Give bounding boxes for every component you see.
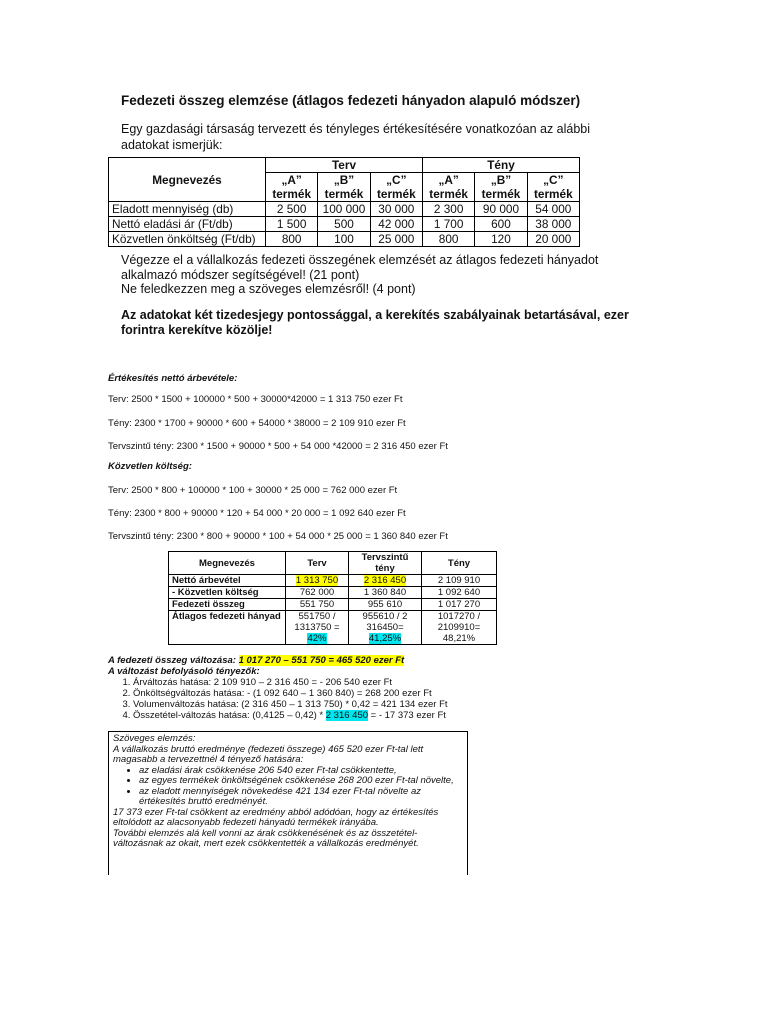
product-header: „C” termék [527,173,579,202]
table-cell [422,611,497,645]
list-item: 1. Árváltozás hatása: 2 109 910 – 2 316 450 = - 206 540 ezer Ft [133,677,448,688]
analysis-paragraph: A vállalkozás bruttó eredménye (fedezeti összege) 465 520 ezer Ft-tal lett magasabb a tervezettnél 4 tényező hatására: [113,743,424,765]
table-cell: 800 [266,232,318,247]
factors-list [119,677,448,721]
table-cell: 2 300 [422,202,474,217]
list-item: • az eladott mennyiségek növekedése 421 134 ezer Ft-tal növelte az értékesítés bruttó eredményét. [139,787,463,808]
table-cell: 1 092 640 [422,587,497,599]
row-label: Eladott mennyiség (db) [109,202,266,217]
table-cell: 54 000 [527,202,579,217]
product-header: „A” termék [422,173,474,202]
change-section [108,655,404,677]
result-table [168,551,497,645]
table-cell: 20 000 [527,232,579,247]
table-row [169,575,497,587]
table-row [109,217,580,232]
table-row [169,587,497,599]
analysis-paragraph: További elemzés alá kell vonni az árak csökkenésének és az összetétel-változásnak az okait, mert ezek csökkentették a vállalkozás eredményét. [113,827,419,849]
table-cell: 1 500 [266,217,318,232]
row-label: Közvetlen önköltség (Ft/db) [109,232,266,247]
list-item: • az eladási árak csökkenése 206 540 ezer Ft-tal csökkentette, [139,766,463,777]
table-row [109,232,580,247]
col-header: Terv [286,552,349,575]
cost-plan-level: Tervszintű tény: 2300 * 800 + 90000 * 100 + 54 000 * 25 000 = 1 360 840 ezer Ft [108,531,448,542]
product-header: „C” termék [370,173,422,202]
list-item: • az egyes termékek önköltségének csökkenése 268 200 ezer Ft-tal növelte, [139,776,463,787]
col-header: Tény [422,552,497,575]
row-label: Átlagos fedezeti hányad [169,611,286,645]
table-cell: 600 [475,217,527,232]
highlighted-value: 41,25% [368,633,402,644]
table-cell: 2 500 [266,202,318,217]
ratio-calc: 1017270 / 2109910= [437,611,481,633]
row-label: - Közvetlen költség [169,587,286,599]
revenue-actual: Tény: 2300 * 1700 + 90000 * 600 + 54000 * 38000 = 2 109 910 ezer Ft [108,418,406,429]
factor-text: = - 17 373 ezer Ft [368,710,446,721]
col-header: Tervszintű tény [349,552,422,575]
cost-heading: Közvetlen költség: [108,461,192,472]
task-note: Ne feledkezzen meg a szöveges elemzésről! (4 pont) [121,282,416,296]
factor-text: Összetétel-változás hatása: (0,4125 – 0,42) * [133,710,326,721]
cost-actual: Tény: 2300 * 800 + 90000 * 120 + 54 000 * 20 000 = 1 092 640 ezer Ft [108,508,406,519]
product-header: „B” termék [318,173,370,202]
analysis-paragraph: 17 373 ezer Ft-tal csökkent az eredmény abból adódóan, hogy az értékesítés eltolódott az alacsonyabb fedezeti hányadú termékek irányába. [113,806,439,828]
table-cell: 90 000 [475,202,527,217]
table-cell: 100 000 [318,202,370,217]
table-row [109,202,580,217]
highlighted-value: 1 313 750 [295,575,339,586]
input-data-table [108,157,580,247]
table-row [169,611,497,645]
task-instruction: Végezze el a vállalkozás fedezeti összegének elemzését az átlagos fedezeti hányadot alkalmazó módszer segítségével! (21 pont) [121,253,599,282]
analysis-heading: Szöveges elemzés: [113,733,196,744]
table-cell [349,611,422,645]
intro-text: Egy gazdasági társaság tervezett és tényleges értékesítésére vonatkozóan az alábbi adatokat ismerjük: [121,122,591,152]
row-label: Nettó eladási ár (Ft/db) [109,217,266,232]
list-item: 2. Önköltségváltozás hatása: - (1 092 640 – 1 360 840) = 268 200 ezer Ft [133,688,448,699]
revenue-plan-level: Tervszintű tény: 2300 * 1500 + 90000 * 500 + 54 000 *42000 = 2 316 450 ezer Ft [108,441,448,452]
row-label: Fedezeti összeg [169,599,286,611]
factors-heading: A változást befolyásoló tényezők: [108,666,260,677]
task-text [121,253,641,297]
revenue-heading: Értékesítés nettó árbevétele: [108,373,238,384]
cost-plan: Terv: 2500 * 800 + 100000 * 100 + 30000 * 25 000 = 762 000 ezer Ft [108,485,398,496]
group-header-actual: Tény [422,158,579,173]
task-rounding-rule: Az adatokat két tizedesjegy pontossággal, a kerekítés szabályainak betartásával, ezer forintra kerekítve közölje! [121,308,629,337]
table-cell: 551 750 [286,599,349,611]
analysis-box [108,731,468,875]
product-header: „B” termék [475,173,527,202]
table-cell: 1 360 840 [349,587,422,599]
row-label: Nettó árbevétel [169,575,286,587]
analysis-bullets [113,766,463,808]
product-header: „A” termék [266,173,318,202]
table-cell [286,575,349,587]
table-cell [286,611,349,645]
table-cell [349,575,422,587]
table-cell: 30 000 [370,202,422,217]
table-cell: 800 [422,232,474,247]
highlighted-value: 2 316 450 [363,575,407,586]
list-item [133,710,448,721]
col-header-name: Megnevezés [109,158,266,202]
highlighted-value: 2 316 450 [325,710,369,721]
table-cell: 38 000 [527,217,579,232]
change-line [108,655,404,666]
table-cell: 2 109 910 [422,575,497,587]
col-header: Megnevezés [169,552,286,575]
ratio-value: 48,21% [442,633,476,644]
table-cell: 42 000 [370,217,422,232]
group-header-plan: Terv [266,158,423,173]
table-cell: 500 [318,217,370,232]
change-value: 1 017 270 – 551 750 = 465 520 ezer Ft [238,655,405,666]
table-cell: 1 017 270 [422,599,497,611]
table-cell: 120 [475,232,527,247]
table-row [169,599,497,611]
change-label: A fedezeti összeg változása: [108,655,236,666]
page-title: Fedezeti összeg elemzése (átlagos fedezeti hányadon alapuló módszer) [121,93,581,108]
ratio-calc: 551750 / 1313750 = [294,611,340,633]
table-cell: 25 000 [370,232,422,247]
table-cell: 955 610 [349,599,422,611]
list-item: 3. Volumenváltozás hatása: (2 316 450 – 1 313 750) * 0,42 = 421 134 ezer Ft [133,699,448,710]
revenue-plan: Terv: 2500 * 1500 + 100000 * 500 + 30000*42000 = 1 313 750 ezer Ft [108,394,403,405]
highlighted-value: 42% [307,633,327,644]
ratio-calc: 955610 / 2 316450= [362,611,408,633]
table-cell: 1 700 [422,217,474,232]
table-cell: 100 [318,232,370,247]
table-cell: 762 000 [286,587,349,599]
